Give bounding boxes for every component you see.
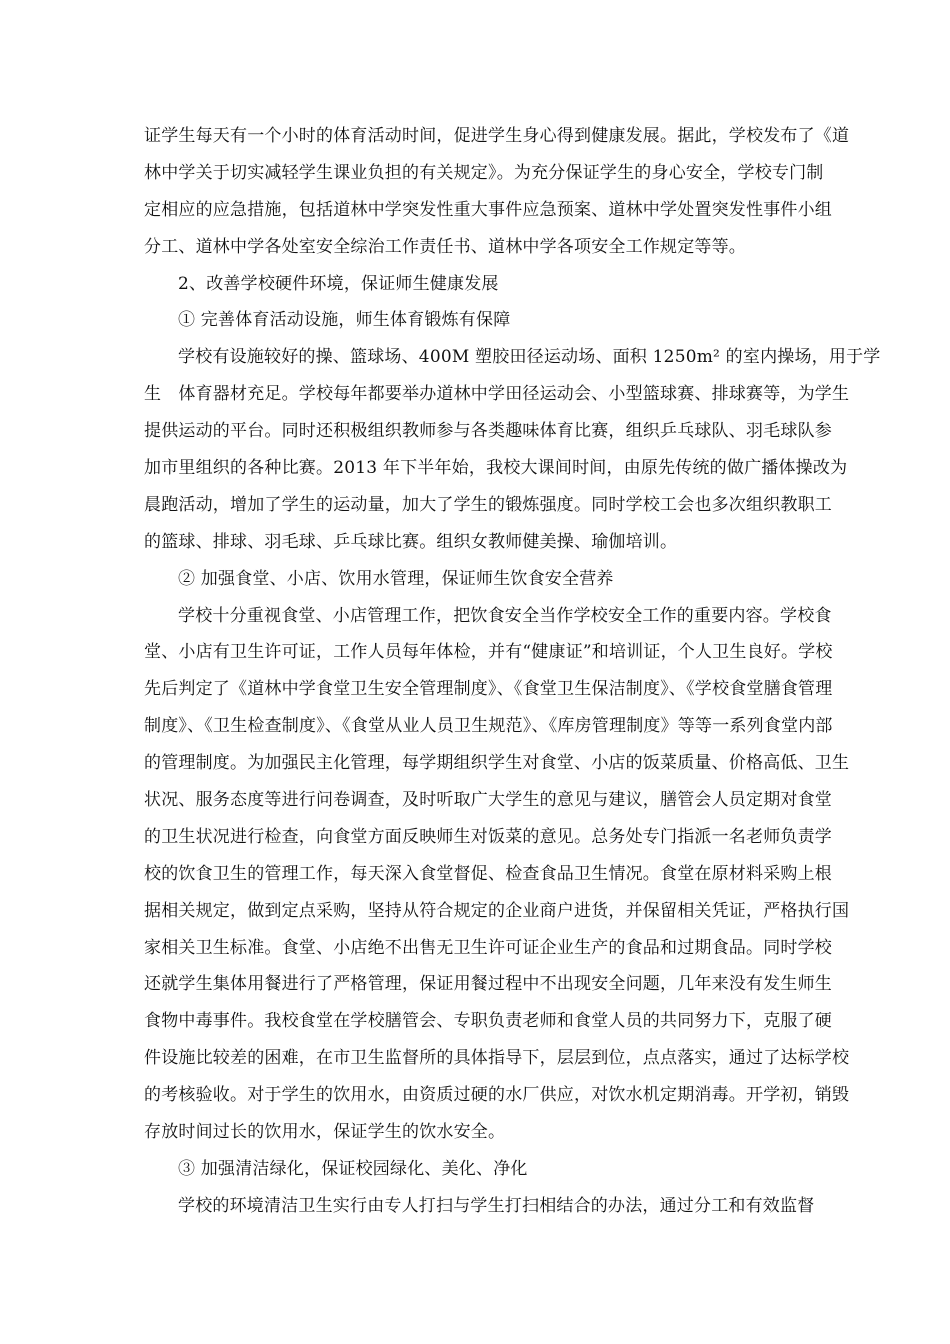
paragraph-line: 状况、服务态度等进行问卷调查，及时听取广大学生的意见与建议，膳管会人员定期对食堂 — [144, 790, 832, 811]
paragraph-line: 先后判定了《道林中学食堂卫生安全管理制度》、《食堂卫生保洁制度》、《学校食堂膳食管理 — [144, 679, 833, 700]
paragraph-first-line: ② 加强食堂、小店、饮用水管理，保证师生饮食安全营养 — [178, 568, 614, 589]
paragraph-line: 的考核验收。对于学生的饮用水，由资质过硬的水厂供应，对饮水机定期消毒。开学初，销毁 — [144, 1085, 850, 1106]
paragraph-line: 林中学关于切实减轻学生课业负担的有关规定》。为充分保证学生的身心安全，学校专门制 — [144, 162, 824, 183]
paragraph-line: 定相应的应急措施，包括道林中学突发性重大事件应急预案、道林中学处置突发性事件小组 — [144, 199, 832, 220]
paragraph-line: 的篮球、排球、羽毛球、乒乓球比赛。组织女教师健美操、瑜伽培训。 — [144, 531, 678, 552]
paragraph-line: 食物中毒事件。我校食堂在学校膳管会、专职负责老师和食堂人员的共同努力下，克服了硬 — [144, 1011, 832, 1032]
paragraph-line: 校的饮食卫生的管理工作，每天深入食堂督促、检查食品卫生情况。食堂在原材料采购上根 — [144, 863, 832, 884]
paragraph-line: 制度》、《卫生检查制度》、《食堂从业人员卫生规范》、《库房管理制度》等等一系列食堂内部 — [144, 716, 833, 737]
paragraph-line: 生 体育器材充足。学校每年都要举办道林中学田径运动会、小型篮球赛、排球赛等，为学生 — [144, 384, 850, 405]
document-body — [144, 118, 881, 1225]
paragraph-first-line: ③ 加强清洁绿化，保证校园绿化、美化、净化 — [178, 1158, 528, 1179]
paragraph-line: 晨跑活动，增加了学生的运动量，加大了学生的锻炼强度。同时学校工会也多次组织教职工 — [144, 494, 832, 515]
paragraph-line: 据相关规定，做到定点采购，坚持从符合规定的企业商户进货，并保留相关凭证，严格执行国 — [144, 900, 850, 921]
paragraph-line: 家相关卫生标准。食堂、小店绝不出售无卫生许可证企业生产的食品和过期食品。同时学校 — [144, 937, 832, 958]
paragraph-line: 加市里组织的各种比赛。2013 年下半年始，我校大课间时间，由原先传统的做广播体操改为 — [144, 458, 848, 479]
paragraph-first-line: 学校有设施较好的操、篮球场、400M 塑胶田径运动场、面积 1250m² 的室内操场，用于学 — [178, 347, 881, 368]
paragraph-line: 证学生每天有一个小时的体育活动时间，促进学生身心得到健康发展。据此，学校发布了《道 — [144, 126, 850, 146]
paragraph-first-line: 2、改善学校硬件环境，保证师生健康发展 — [178, 273, 499, 294]
paragraph-line: 提供运动的平台。同时还积极组织教师参与各类趣味体育比赛，组织乒乓球队、羽毛球队参 — [144, 421, 832, 442]
paragraph-line: 存放时间过长的饮用水，保证学生的饮水安全。 — [144, 1122, 506, 1143]
paragraph-line: 还就学生集体用餐进行了严格管理，保证用餐过程中不出现安全问题，几年来没有发生师生 — [144, 974, 832, 995]
paragraph-line: 件设施比较差的困难，在市卫生监督所的具体指导下，层层到位，点点落实，通过了达标学校 — [144, 1048, 850, 1069]
paragraph-first-line: ① 完善体育活动设施，师生体育锻炼有保障 — [178, 310, 511, 331]
paragraph-line: 的管理制度。为加强民主化管理，每学期组织学生对食堂、小店的饭菜质量、价格高低、卫生 — [144, 753, 850, 774]
paragraph-first-line: 学校十分重视食堂、小店管理工作，把饮食安全当作学校安全工作的重要内容。学校食 — [178, 605, 832, 626]
paragraph-line: 分工、道林中学各处室安全综治工作责任书、道林中学各项安全工作规定等等。 — [144, 236, 746, 257]
paragraph-first-line: 学校的环境清洁卫生实行由专人打扫与学生打扫相结合的办法，通过分工和有效监督 — [178, 1195, 815, 1216]
paragraph-line: 堂、小店有卫生许可证，工作人员每年体检，并有“健康证”和培训证，个人卫生良好。学校 — [144, 642, 833, 663]
paragraph-line: 的卫生状况进行检查，向食堂方面反映师生对饭菜的意见。总务处专门指派一名老师负责学 — [144, 826, 832, 847]
